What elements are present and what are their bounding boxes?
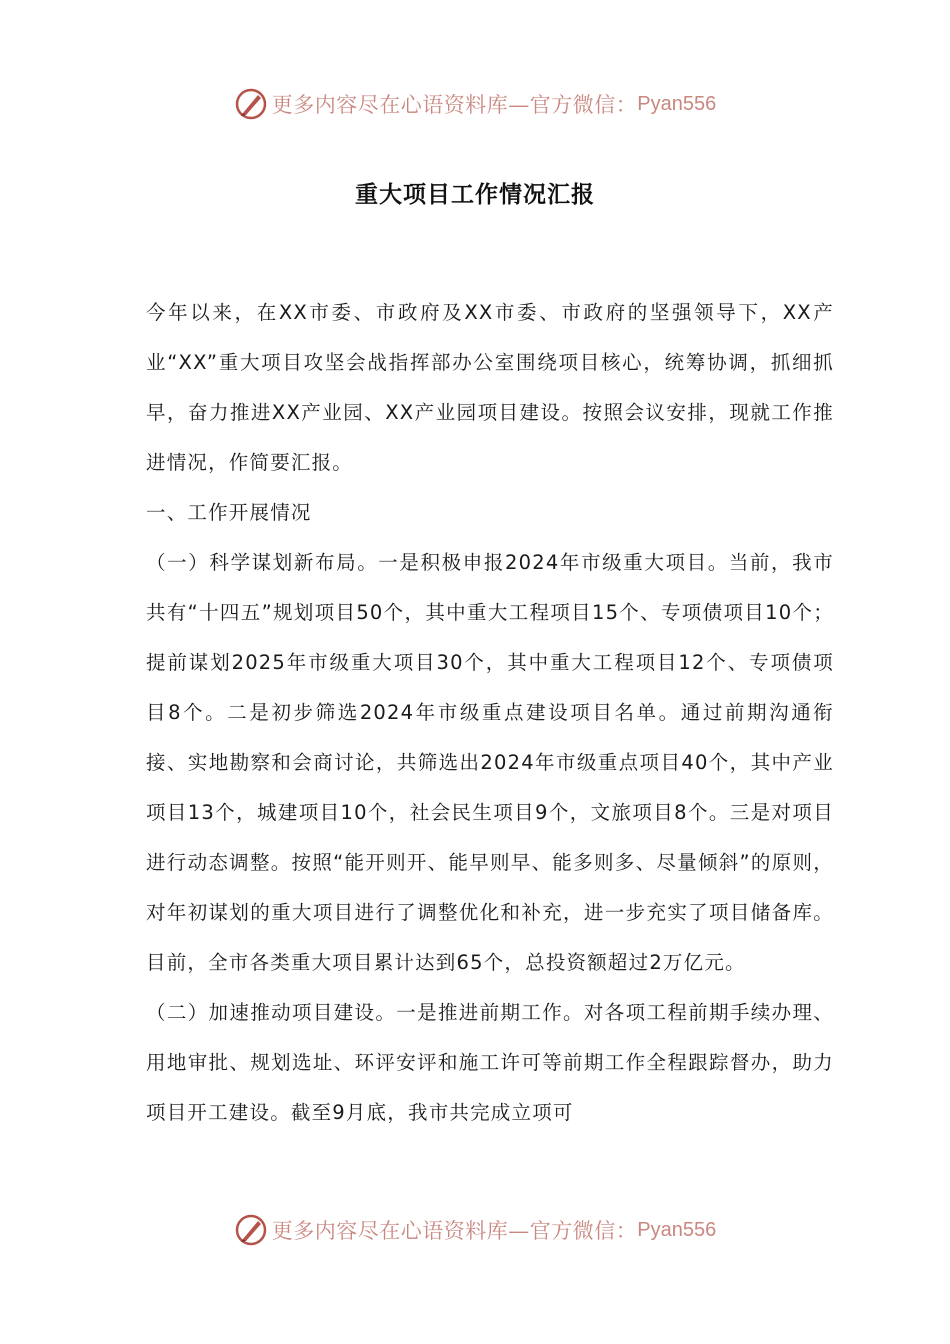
body-paragraph: （一）科学谋划新布局。一是积极申报2024年市级重大项目。当前，我市共有“十四五”规划项目50个，其中重大工程项目15个、专项债项目10个；提前谋划2025年市级重大项目30个，其中重大工程项目12个、专项债项目8个。二是初步筛选2024年市级重点建设项目名单。通过前期沟通衔接、实地勘察和会商讨论，共筛选出2024年市级重点项目40个，其中产业项目13个，城建项目10个，社会民生项目9个，文旅项目8个。三是对项目进行动态调整。按照“能开则开、能早则早、能多则多、尽量倾斜”的原则，对年初谋划的重大项目进行了调整优化和补充，进一步充实了项目储备库。目前，全市各类重大项目累计达到65个，总投资额超过2万亿元。 [146, 551, 834, 974]
pen-circle-logo-icon [234, 87, 268, 121]
pen-circle-logo-icon [234, 1213, 268, 1247]
section-heading: 一、工作开展情况 [146, 501, 312, 524]
header-watermark-banner [0, 82, 950, 126]
document-title: 重大项目工作情况汇报 [355, 182, 595, 208]
watermark-handle: Pyan556 [637, 92, 717, 115]
watermark-text: 更多内容尽在心语资料库—官方微信： [271, 1219, 638, 1243]
body-paragraph: （二）加速推动项目建设。一是推进前期工作。对各项工程前期手续办理、用地审批、规划选址、环评安评和施工许可等前期工作全程跟踪督办，助力项目开工建设。截至9月底，我市共完成立项可 [146, 1001, 834, 1124]
document-body [146, 288, 834, 1138]
watermark-text: 更多内容尽在心语资料库—官方微信： [271, 93, 638, 117]
watermark-handle: Pyan556 [637, 1218, 717, 1241]
body-paragraph: 今年以来，在XX市委、市政府及XX市委、市政府的坚强领导下，XX产业“XX”重大项目攻坚会战指挥部办公室围绕项目核心，统筹协调，抓细抓早，奋力推进XX产业园、XX产业园项目建设。按照会议安排，现就工作推进情况，作简要汇报。 [146, 301, 834, 474]
footer-watermark-banner [0, 1208, 950, 1252]
